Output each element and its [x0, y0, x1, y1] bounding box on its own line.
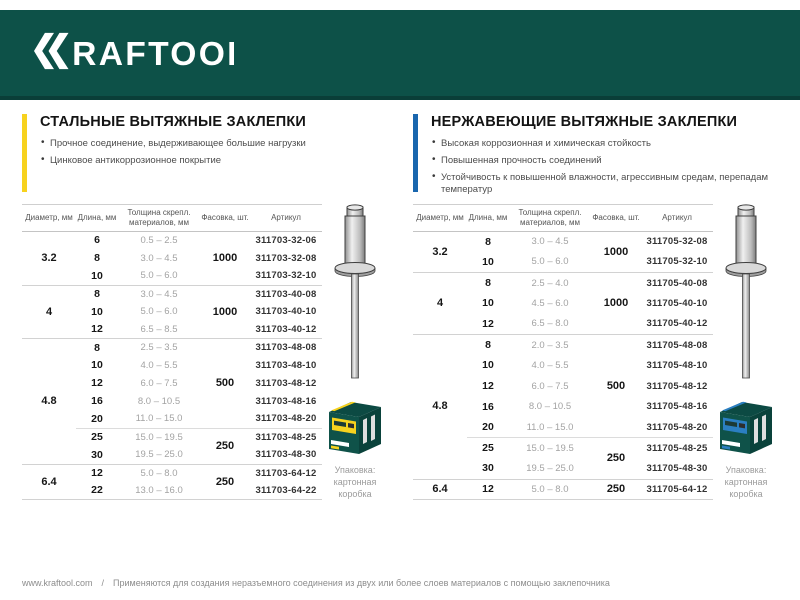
- length-cell: 20: [91, 412, 103, 425]
- feature-item: • Высокая коррозионная и химическая стойкость: [431, 138, 778, 150]
- article-cell: 311703-48-25: [250, 428, 322, 446]
- article-cell: 311705-32-08: [641, 232, 713, 253]
- product-section: [22, 113, 387, 500]
- article-cell: 311705-48-30: [646, 462, 708, 474]
- thickness-cell: 5.0 – 8.0: [118, 464, 200, 482]
- article-cell: 311705-40-12: [646, 318, 708, 330]
- pack-qty-cell: 500: [200, 339, 250, 428]
- diameter-cell: 4.8: [413, 335, 467, 479]
- footer-note: Применяются для создания неразъемного соединения из двух или более слоев материалов с помощью заклепочника: [113, 578, 610, 588]
- length-cell: 12: [467, 479, 509, 500]
- feature-list: [40, 138, 387, 167]
- table-header-row: [22, 205, 322, 232]
- pack-qty-cell: 1000: [591, 232, 641, 273]
- column-header: Диаметр, мм: [22, 205, 76, 232]
- column-header: Диаметр, мм: [413, 205, 467, 232]
- article-cell: 311703-48-12: [255, 377, 317, 389]
- table-row: [413, 232, 713, 253]
- article-cell: 311703-40-10: [255, 306, 317, 318]
- length-cell: 12: [482, 317, 494, 330]
- thickness-cell: 6.0 – 7.5: [140, 377, 178, 389]
- diameter-cell: 4: [413, 273, 467, 335]
- article-cell: 311703-40-12: [255, 323, 317, 335]
- thickness-cell: 15.0 – 19.5: [509, 438, 591, 459]
- length-cell: 8: [76, 285, 118, 303]
- article-cell: 311703-48-20: [255, 413, 317, 425]
- length-cell: 25: [467, 438, 509, 459]
- spec-table: [22, 204, 322, 500]
- table-row: [413, 273, 713, 294]
- article-cell: 311705-48-25: [641, 438, 713, 459]
- thickness-cell: 5.0 – 6.0: [531, 256, 569, 268]
- package-caption-line1: Упаковка:: [334, 465, 376, 475]
- column-header: Толщина скрепл. материалов, мм: [118, 205, 200, 232]
- pack-qty-cell: 1000: [591, 273, 641, 335]
- article-cell: 311703-48-16: [255, 395, 317, 407]
- length-cell: 8: [467, 335, 509, 356]
- thickness-cell: 11.0 – 15.0: [526, 421, 574, 433]
- feature-item: • Прочное соединение, выдерживающее большие нагрузки: [40, 138, 387, 150]
- diameter-cell: 3.2: [413, 232, 467, 273]
- header-band: [0, 10, 800, 100]
- package-caption: [713, 464, 779, 500]
- diameter-cell: 4: [22, 285, 76, 339]
- thickness-cell: 8.0 – 10.5: [528, 401, 572, 413]
- thickness-cell: 6.5 – 8.5: [140, 323, 178, 335]
- thickness-cell: 3.0 – 4.5: [118, 285, 200, 303]
- thickness-cell: 0.5 – 2.5: [118, 232, 200, 250]
- thickness-cell: 5.0 – 8.0: [509, 479, 591, 500]
- catalog-sections: [0, 100, 800, 500]
- logo-text-rest: RAFTOOL: [72, 35, 234, 73]
- article-cell: 311705-48-16: [646, 401, 708, 413]
- article-cell: 311703-48-10: [255, 359, 317, 371]
- pack-qty-cell: 1000: [200, 232, 250, 286]
- package-caption-line2: картонная коробка: [333, 477, 377, 500]
- article-cell: 311705-48-10: [646, 359, 708, 371]
- thickness-cell: 8.0 – 10.5: [137, 395, 181, 407]
- pack-qty-cell: 250: [200, 428, 250, 464]
- length-cell: 25: [76, 428, 118, 446]
- section-gutter: [713, 204, 779, 500]
- column-header: Длина, мм: [76, 205, 118, 232]
- article-cell: 311705-48-08: [641, 335, 713, 356]
- column-header: Фасовка, шт.: [591, 205, 641, 232]
- length-cell: 10: [91, 269, 103, 282]
- article-cell: 311705-64-12: [641, 479, 713, 500]
- length-cell: 12: [76, 464, 118, 482]
- thickness-cell: 3.0 – 4.5: [140, 252, 178, 264]
- thickness-cell: 6.0 – 7.5: [531, 380, 569, 392]
- spec-table: [413, 204, 713, 500]
- article-cell: 311703-32-08: [255, 252, 317, 264]
- thickness-cell: 15.0 – 19.5: [118, 428, 200, 446]
- length-cell: 12: [91, 377, 103, 390]
- table-row: [22, 339, 322, 357]
- length-cell: 30: [482, 462, 494, 475]
- article-cell: 311705-48-12: [646, 380, 708, 392]
- table-row: [22, 285, 322, 303]
- table-header-row: [413, 205, 713, 232]
- length-cell: 8: [94, 252, 100, 265]
- thickness-cell: 19.5 – 25.0: [526, 462, 574, 474]
- section-title: СТАЛЬНЫЕ ВЫТЯЖНЫЕ ЗАКЛЕПКИ: [40, 114, 307, 130]
- thickness-cell: 4.0 – 5.5: [531, 359, 569, 371]
- thickness-cell: 2.5 – 3.5: [118, 339, 200, 357]
- column-header: Фасовка, шт.: [200, 205, 250, 232]
- feature-item: • Устойчивость к повышенной влажности, агрессивным средам, перепадам температур: [431, 172, 778, 196]
- thickness-cell: 6.5 – 8.0: [531, 318, 569, 330]
- thickness-cell: 11.0 – 15.0: [135, 413, 183, 425]
- thickness-cell: 19.5 – 25.0: [135, 449, 183, 461]
- length-cell: 10: [482, 255, 494, 268]
- table-row: [413, 479, 713, 500]
- article-cell: 311705-40-08: [641, 273, 713, 294]
- column-header: Длина, мм: [467, 205, 509, 232]
- footer-separator: /: [101, 578, 105, 588]
- footer-url: www.kraftool.com: [22, 578, 93, 588]
- article-cell: 311705-48-20: [646, 421, 708, 433]
- column-header: Толщина скрепл. материалов, мм: [509, 205, 591, 232]
- feature-list: [431, 138, 778, 196]
- thickness-cell: 3.0 – 4.5: [509, 232, 591, 253]
- article-cell: 311705-40-10: [646, 297, 708, 309]
- thickness-cell: 13.0 – 16.0: [135, 484, 183, 496]
- thickness-cell: 4.5 – 6.0: [531, 297, 569, 309]
- article-cell: 311703-32-10: [255, 270, 317, 282]
- length-cell: 8: [467, 232, 509, 253]
- column-header: Артикул: [641, 205, 713, 232]
- length-cell: 16: [482, 400, 494, 413]
- article-cell: 311703-40-08: [250, 285, 322, 303]
- article-cell: 311703-32-06: [250, 232, 322, 250]
- thickness-cell: 5.0 – 6.0: [140, 270, 178, 282]
- table-row: [22, 464, 322, 482]
- product-section: [413, 113, 778, 500]
- article-cell: 311705-32-10: [646, 256, 708, 268]
- package-box-image: [713, 396, 779, 461]
- article-cell: 311703-64-12: [250, 464, 322, 482]
- section-gutter: [322, 204, 388, 500]
- article-cell: 311703-48-08: [250, 339, 322, 357]
- logo-k-chevron-icon: [49, 32, 69, 68]
- thickness-cell: 5.0 – 6.0: [140, 306, 178, 318]
- length-cell: 22: [91, 484, 103, 497]
- length-cell: 30: [91, 448, 103, 461]
- length-cell: 8: [467, 273, 509, 294]
- page-footer: [22, 578, 610, 588]
- article-cell: 311703-64-22: [255, 484, 317, 496]
- diameter-cell: 6.4: [22, 464, 76, 500]
- thickness-cell: 2.5 – 4.0: [509, 273, 591, 294]
- section-head: [413, 114, 778, 195]
- length-cell: 20: [482, 421, 494, 434]
- table-row: [22, 232, 322, 250]
- diameter-cell: 4.8: [22, 339, 76, 464]
- article-cell: 311703-48-30: [255, 449, 317, 461]
- length-cell: 12: [482, 380, 494, 393]
- diameter-cell: 6.4: [413, 479, 467, 500]
- package-caption: [322, 464, 388, 500]
- length-cell: 12: [91, 323, 103, 336]
- rivet-image: [327, 204, 383, 382]
- thickness-cell: 2.0 – 3.5: [509, 335, 591, 356]
- table-row: [413, 335, 713, 356]
- thickness-cell: 4.0 – 5.5: [140, 359, 178, 371]
- package-caption-line2: картонная коробка: [724, 477, 768, 500]
- length-cell: 10: [482, 297, 494, 310]
- column-header: Артикул: [250, 205, 322, 232]
- feature-item: • Повышенная прочность соединений: [431, 155, 778, 167]
- rivet-image: [718, 204, 774, 382]
- diameter-cell: 3.2: [22, 232, 76, 286]
- pack-qty-cell: 250: [591, 438, 641, 479]
- kraftool-logo: [34, 28, 234, 79]
- section-title: НЕРЖАВЕЮЩИЕ ВЫТЯЖНЫЕ ЗАКЛЕПКИ: [431, 114, 738, 130]
- length-cell: 8: [76, 339, 118, 357]
- package-caption-line1: Упаковка:: [725, 465, 767, 475]
- section-head: [22, 114, 387, 192]
- length-cell: 10: [482, 359, 494, 372]
- pack-qty-cell: 1000: [200, 285, 250, 339]
- feature-item: • Цинковое антикоррозионное покрытие: [40, 155, 387, 167]
- length-cell: 6: [76, 232, 118, 250]
- length-cell: 16: [91, 395, 103, 408]
- pack-qty-cell: 250: [200, 464, 250, 500]
- package-box-image: [322, 396, 388, 461]
- length-cell: 10: [91, 305, 103, 318]
- length-cell: 10: [91, 359, 103, 372]
- pack-qty-cell: 500: [591, 335, 641, 438]
- pack-qty-cell: 250: [591, 479, 641, 500]
